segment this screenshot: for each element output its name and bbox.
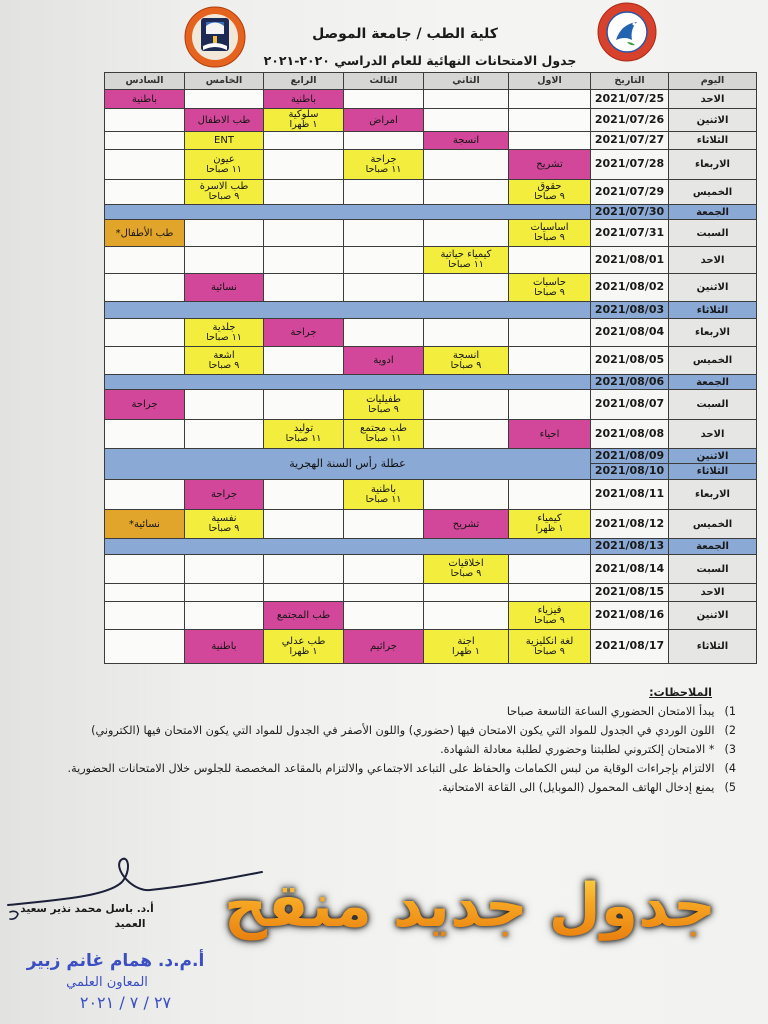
date-cell: 2021/07/30 bbox=[591, 205, 669, 220]
exam-cell bbox=[264, 90, 344, 109]
exam-subject: جراثيم bbox=[370, 641, 397, 652]
day-cell: الاربعاء bbox=[669, 319, 757, 347]
day-cell: الاثنين bbox=[669, 449, 757, 464]
empty-cell bbox=[105, 180, 185, 205]
schedule-row bbox=[105, 510, 757, 539]
empty-cell bbox=[509, 555, 591, 584]
empty-cell bbox=[264, 274, 344, 302]
empty-cell bbox=[509, 480, 591, 510]
empty-cell bbox=[509, 109, 591, 132]
holiday-band bbox=[105, 302, 591, 319]
exam-cell bbox=[105, 220, 185, 247]
empty-cell bbox=[185, 420, 264, 449]
day-cell: الاثنين bbox=[669, 602, 757, 630]
exam-time: ٩ صباحا bbox=[534, 286, 565, 298]
empty-cell bbox=[105, 150, 185, 180]
exam-cell bbox=[185, 347, 264, 375]
exam-cell bbox=[185, 150, 264, 180]
holiday-row bbox=[105, 539, 757, 555]
empty-cell bbox=[264, 390, 344, 420]
empty-cell bbox=[264, 584, 344, 602]
empty-cell bbox=[185, 602, 264, 630]
exam-time: ٩ صباحا bbox=[534, 614, 565, 626]
exam-time: ١١ صباحا bbox=[285, 433, 322, 445]
note-text: يبدأ الامتحان الحضوري الساعة التاسعة صباحا bbox=[506, 705, 715, 718]
empty-cell bbox=[105, 584, 185, 602]
schedule-row bbox=[105, 555, 757, 584]
notes-section bbox=[20, 684, 736, 796]
empty-cell bbox=[105, 555, 185, 584]
exam-subject: كيمياء حياتية bbox=[440, 249, 492, 261]
holiday-band bbox=[105, 539, 591, 555]
exam-time: ٩ صباحا bbox=[534, 645, 565, 657]
empty-cell bbox=[264, 150, 344, 180]
exam-subject: طب الأطفال* bbox=[115, 227, 174, 239]
empty-cell bbox=[509, 584, 591, 602]
exam-subject: تشريح bbox=[452, 518, 480, 530]
empty-cell bbox=[344, 274, 424, 302]
exam-time: ١١ صباحا bbox=[365, 493, 402, 505]
empty-cell bbox=[105, 420, 185, 449]
holiday-row bbox=[105, 449, 757, 464]
holiday-band bbox=[105, 375, 591, 390]
date-cell: 2021/08/17 bbox=[591, 630, 669, 664]
day-cell: الاحد bbox=[669, 420, 757, 449]
day-cell: السبت bbox=[669, 220, 757, 247]
schedule-row bbox=[105, 584, 757, 602]
note-number: 2) bbox=[724, 724, 736, 737]
empty-cell bbox=[424, 150, 509, 180]
exam-subject: ادوية bbox=[373, 355, 394, 366]
date-cell: 2021/08/14 bbox=[591, 555, 669, 584]
exam-subject: كيمياء bbox=[537, 513, 562, 525]
exam-cell bbox=[185, 319, 264, 347]
header-row bbox=[105, 73, 757, 90]
exam-cell bbox=[344, 630, 424, 664]
exam-schedule-table bbox=[104, 72, 757, 664]
column-header-third: الثالث bbox=[344, 73, 424, 90]
schedule-body bbox=[105, 90, 757, 664]
date-cell: 2021/07/31 bbox=[591, 220, 669, 247]
exam-time: ٩ صباحا bbox=[450, 568, 482, 580]
exam-subject: جراحة bbox=[131, 399, 158, 410]
date-cell: 2021/08/12 bbox=[591, 510, 669, 539]
holiday-row bbox=[105, 375, 757, 390]
empty-cell bbox=[509, 390, 591, 420]
empty-cell bbox=[509, 132, 591, 150]
date-cell: 2021/07/27 bbox=[591, 132, 669, 150]
exam-cell bbox=[185, 480, 264, 510]
schedule-row bbox=[105, 274, 757, 302]
exam-cell bbox=[344, 420, 424, 449]
exam-subject: فيزياء bbox=[537, 604, 562, 616]
day-cell: الثلاثاء bbox=[669, 630, 757, 664]
note-item bbox=[20, 722, 736, 739]
date-cell: 2021/08/15 bbox=[591, 584, 669, 602]
empty-cell bbox=[105, 247, 185, 274]
exam-cell bbox=[509, 420, 591, 449]
exam-cell bbox=[344, 150, 424, 180]
date-cell: 2021/07/29 bbox=[591, 180, 669, 205]
empty-cell bbox=[105, 274, 185, 302]
exam-subject: ENT bbox=[214, 135, 234, 146]
holiday-row bbox=[105, 302, 757, 319]
empty-cell bbox=[424, 602, 509, 630]
exam-subject: باطنية bbox=[211, 641, 237, 652]
exam-time: ١١ صباحا bbox=[365, 163, 402, 175]
exam-cell bbox=[509, 220, 591, 247]
empty-cell bbox=[264, 247, 344, 274]
exam-subject: جلدية bbox=[212, 321, 236, 333]
note-number: 1) bbox=[724, 705, 736, 718]
exam-subject: جراحة bbox=[210, 489, 238, 500]
exam-cell bbox=[344, 109, 424, 132]
schedule-row bbox=[105, 390, 757, 420]
empty-cell bbox=[344, 584, 424, 602]
schedule-row bbox=[105, 90, 757, 109]
exam-subject: توليد bbox=[293, 423, 314, 435]
date-cell: 2021/08/16 bbox=[591, 602, 669, 630]
exam-subject: انسجة bbox=[452, 135, 480, 146]
empty-cell bbox=[344, 180, 424, 205]
exam-cell bbox=[264, 109, 344, 132]
note-text: اللون الوردي في الجدول للمواد التي يكون الامتحان فيها (حضوري) واللون الأصفر في الجدول للمواد التي يكون الامتحان فيها (الكتروني) bbox=[91, 724, 715, 737]
empty-cell bbox=[105, 480, 185, 510]
day-cell: الخميس bbox=[669, 180, 757, 205]
note-item bbox=[20, 703, 736, 720]
schedule-row bbox=[105, 602, 757, 630]
empty-cell bbox=[105, 630, 185, 664]
exam-cell bbox=[424, 132, 509, 150]
schedule-row bbox=[105, 630, 757, 664]
schedule-title: جدول الامتحانات النهائية للعام الدراسي ٢٠٢٠-٢٠٢١ bbox=[263, 53, 577, 68]
note-item bbox=[20, 741, 736, 758]
note-item bbox=[20, 760, 736, 777]
exam-subject: باطنية bbox=[290, 93, 317, 105]
holiday-row bbox=[105, 205, 757, 220]
exam-cell bbox=[344, 390, 424, 420]
exam-subject: سلوكية bbox=[288, 109, 319, 121]
day-cell: الاربعاء bbox=[669, 480, 757, 510]
schedule-row bbox=[105, 220, 757, 247]
day-cell: السبت bbox=[669, 390, 757, 420]
date-cell: 2021/08/09 bbox=[591, 449, 669, 464]
exam-subject: طب الاسرة bbox=[199, 181, 249, 193]
empty-cell bbox=[424, 584, 509, 602]
exam-cell bbox=[509, 150, 591, 180]
exam-cell bbox=[509, 630, 591, 664]
column-header-fifth: الخامس bbox=[185, 73, 264, 90]
empty-cell bbox=[105, 109, 185, 132]
empty-cell bbox=[105, 602, 185, 630]
column-header-date: التاريخ bbox=[591, 73, 669, 90]
column-header-day: اليوم bbox=[669, 73, 757, 90]
empty-cell bbox=[105, 319, 185, 347]
date-cell: 2021/07/26 bbox=[591, 109, 669, 132]
exam-subject: باطنية bbox=[131, 93, 158, 105]
exam-subject: حاسبات bbox=[532, 276, 567, 288]
note-number: 5) bbox=[724, 781, 736, 794]
date-cell: 2021/07/28 bbox=[591, 150, 669, 180]
exam-cell bbox=[264, 319, 344, 347]
exam-subject: امراض bbox=[369, 114, 398, 126]
empty-cell bbox=[185, 90, 264, 109]
column-header-second: الثاني bbox=[424, 73, 509, 90]
exam-cell bbox=[344, 480, 424, 510]
schedule-row bbox=[105, 180, 757, 205]
date-cell: 2021/08/01 bbox=[591, 247, 669, 274]
empty-cell bbox=[185, 555, 264, 584]
date-cell: 2021/08/06 bbox=[591, 375, 669, 390]
exam-subject: نفسية bbox=[211, 513, 237, 525]
empty-cell bbox=[424, 274, 509, 302]
empty-cell bbox=[344, 132, 424, 150]
exam-subject: جراحة bbox=[370, 153, 397, 165]
schedule-row bbox=[105, 132, 757, 150]
note-text: * الامتحان إلكتروني لطلبتنا وحضوري لطلبة معادلة الشهادة. bbox=[440, 743, 715, 756]
exam-cell bbox=[185, 630, 264, 664]
date-cell: 2021/08/07 bbox=[591, 390, 669, 420]
day-cell: الاحد bbox=[669, 584, 757, 602]
exam-cell bbox=[424, 510, 509, 539]
dean-name: أ.د. باسل محمد نذير سعيد bbox=[20, 903, 154, 915]
revised-schedule-label: جدول جديد منقح bbox=[223, 871, 716, 941]
day-cell: الثلاثاء bbox=[669, 464, 757, 480]
empty-cell bbox=[264, 480, 344, 510]
day-cell: الخميس bbox=[669, 510, 757, 539]
exam-cell bbox=[424, 555, 509, 584]
empty-cell bbox=[185, 220, 264, 247]
date-cell: 2021/08/02 bbox=[591, 274, 669, 302]
exam-time: ١١ صباحا bbox=[206, 163, 242, 175]
assistant-dean-title: المعاون العلمي bbox=[66, 975, 148, 990]
exam-cell bbox=[264, 602, 344, 630]
empty-cell bbox=[105, 347, 185, 375]
exam-subject: اساسيات bbox=[530, 222, 569, 234]
note-text: يمنع إدخال الهاتف المحمول (الموبايل) الى القاعة الامتحانية. bbox=[438, 781, 715, 794]
note-item bbox=[20, 779, 736, 796]
empty-cell bbox=[509, 347, 591, 375]
exam-time: ١١ صباحا bbox=[206, 331, 242, 343]
exam-time: ٩ صباحا bbox=[208, 191, 240, 203]
date-cell: 2021/08/08 bbox=[591, 420, 669, 449]
column-header-first: الاول bbox=[509, 73, 591, 90]
exam-subject: نسائية* bbox=[129, 518, 160, 530]
exam-time: ١١ صباحا bbox=[365, 433, 402, 445]
exam-subject: طب المجتمع bbox=[276, 610, 331, 621]
exam-subject: حقوق bbox=[537, 181, 562, 193]
exam-time: ٩ صباحا bbox=[208, 359, 240, 371]
empty-cell bbox=[424, 109, 509, 132]
exam-cell bbox=[105, 510, 185, 539]
empty-cell bbox=[424, 90, 509, 109]
notes-heading: الملاحظات: bbox=[649, 686, 712, 699]
empty-cell bbox=[509, 247, 591, 274]
empty-cell bbox=[185, 390, 264, 420]
exam-subject: طب عدلي bbox=[281, 635, 326, 647]
day-cell: السبت bbox=[669, 555, 757, 584]
exam-cell bbox=[264, 630, 344, 664]
exam-cell bbox=[509, 274, 591, 302]
exam-subject: طب الاطفال bbox=[197, 114, 251, 126]
empty-cell bbox=[185, 584, 264, 602]
day-cell: الجمعة bbox=[669, 539, 757, 555]
date-cell: 2021/07/25 bbox=[591, 90, 669, 109]
empty-cell bbox=[264, 220, 344, 247]
exam-time: ١ ظهرا bbox=[289, 645, 318, 657]
empty-cell bbox=[264, 555, 344, 584]
empty-cell bbox=[424, 220, 509, 247]
empty-cell bbox=[264, 347, 344, 375]
day-cell: الجمعة bbox=[669, 205, 757, 220]
schedule-row bbox=[105, 109, 757, 132]
holiday-band bbox=[105, 205, 591, 220]
day-cell: الاحد bbox=[669, 247, 757, 274]
exam-subject: تشريح bbox=[536, 159, 563, 170]
exam-subject: عيون bbox=[213, 153, 235, 165]
assistant-dean-name: أ.م.د. همام غانم زبير bbox=[26, 951, 205, 971]
empty-cell bbox=[344, 220, 424, 247]
empty-cell bbox=[424, 319, 509, 347]
schedule-row bbox=[105, 347, 757, 375]
empty-cell bbox=[424, 390, 509, 420]
day-cell: الخميس bbox=[669, 347, 757, 375]
empty-cell bbox=[344, 247, 424, 274]
exam-time: ١ ظهرا bbox=[535, 523, 564, 535]
day-cell: الاثنين bbox=[669, 109, 757, 132]
empty-cell bbox=[344, 319, 424, 347]
date-cell: 2021/08/03 bbox=[591, 302, 669, 319]
empty-cell bbox=[344, 602, 424, 630]
empty-cell bbox=[509, 319, 591, 347]
schedule-row bbox=[105, 247, 757, 274]
schedule-row bbox=[105, 480, 757, 510]
empty-cell bbox=[185, 247, 264, 274]
day-cell: الثلاثاء bbox=[669, 132, 757, 150]
exam-subject: طب مجتمع bbox=[360, 423, 407, 435]
empty-cell bbox=[509, 90, 591, 109]
date-cell: 2021/08/10 bbox=[591, 464, 669, 480]
signature-date: ٢٠٢١ / ٧ / ٢٧ bbox=[79, 993, 172, 1012]
note-number: 3) bbox=[724, 743, 736, 756]
exam-cell bbox=[509, 602, 591, 630]
exam-subject: احياء bbox=[539, 428, 560, 440]
day-cell: الجمعة bbox=[669, 375, 757, 390]
exam-cell bbox=[185, 510, 264, 539]
exam-cell bbox=[424, 347, 509, 375]
note-number: 4) bbox=[724, 762, 736, 775]
exam-time: ٩ صباحا bbox=[450, 359, 482, 371]
empty-cell bbox=[424, 480, 509, 510]
exam-cell bbox=[105, 390, 185, 420]
exam-time: ٩ صباحا bbox=[368, 403, 399, 415]
schedule-row bbox=[105, 420, 757, 449]
dean-title: العميد bbox=[114, 918, 146, 930]
exam-cell bbox=[264, 420, 344, 449]
exam-cell bbox=[185, 132, 264, 150]
day-cell: الاربعاء bbox=[669, 150, 757, 180]
empty-cell bbox=[424, 420, 509, 449]
column-header-sixth: السادس bbox=[105, 73, 185, 90]
day-cell: الثلاثاء bbox=[669, 302, 757, 319]
schedule-row bbox=[105, 319, 757, 347]
exam-time: ١ ظهرا bbox=[289, 119, 318, 131]
exam-cell bbox=[424, 630, 509, 664]
date-cell: 2021/08/13 bbox=[591, 539, 669, 555]
exam-subject: لغة انكليزية bbox=[525, 635, 574, 647]
exam-subject: جراحة bbox=[290, 327, 317, 338]
exam-subject: انسجة bbox=[452, 349, 480, 361]
exam-cell bbox=[185, 274, 264, 302]
exam-subject: باطنية bbox=[370, 483, 397, 495]
exam-time: ١ ظهرا bbox=[452, 645, 480, 657]
empty-cell bbox=[264, 510, 344, 539]
exam-time: ٩ صباحا bbox=[208, 523, 240, 535]
exam-cell bbox=[105, 90, 185, 109]
date-cell: 2021/08/05 bbox=[591, 347, 669, 375]
day-cell: الاثنين bbox=[669, 274, 757, 302]
exam-cell bbox=[424, 247, 509, 274]
date-cell: 2021/08/11 bbox=[591, 480, 669, 510]
exam-subject: نسائية bbox=[211, 282, 237, 293]
exam-time: ١١ صباحا bbox=[448, 259, 484, 271]
column-header-fourth: الرابع bbox=[264, 73, 344, 90]
exam-subject: اشعة bbox=[213, 349, 235, 361]
exam-cell bbox=[185, 109, 264, 132]
empty-cell bbox=[105, 132, 185, 150]
exam-cell bbox=[509, 180, 591, 205]
empty-cell bbox=[344, 510, 424, 539]
exam-cell bbox=[185, 180, 264, 205]
exam-time: ٩ صباحا bbox=[534, 191, 565, 203]
exam-cell bbox=[509, 510, 591, 539]
exam-cell bbox=[344, 347, 424, 375]
schedule-row bbox=[105, 150, 757, 180]
holiday-band: عطلة رأس السنة الهجرية bbox=[105, 449, 591, 480]
exam-subject: طفيليات bbox=[366, 393, 401, 405]
exam-subject: اجنة bbox=[457, 635, 475, 647]
empty-cell bbox=[344, 555, 424, 584]
empty-cell bbox=[264, 132, 344, 150]
empty-cell bbox=[264, 180, 344, 205]
day-cell: الاحد bbox=[669, 90, 757, 109]
exam-subject: اخلاقيات bbox=[448, 558, 484, 570]
date-cell: 2021/08/04 bbox=[591, 319, 669, 347]
exam-time: ٩ صباحا bbox=[534, 232, 565, 244]
empty-cell bbox=[424, 180, 509, 205]
empty-cell bbox=[344, 90, 424, 109]
note-text: الالتزام بإجراءات الوقاية من لبس الكمامات والحفاظ على التباعد الاجتماعي والالتزام بالمقاعد المخصصة للجلوس خلال الامتحانات الحضورية. bbox=[67, 762, 715, 775]
college-name: كلية الطب / جامعة الموصل bbox=[312, 26, 498, 42]
